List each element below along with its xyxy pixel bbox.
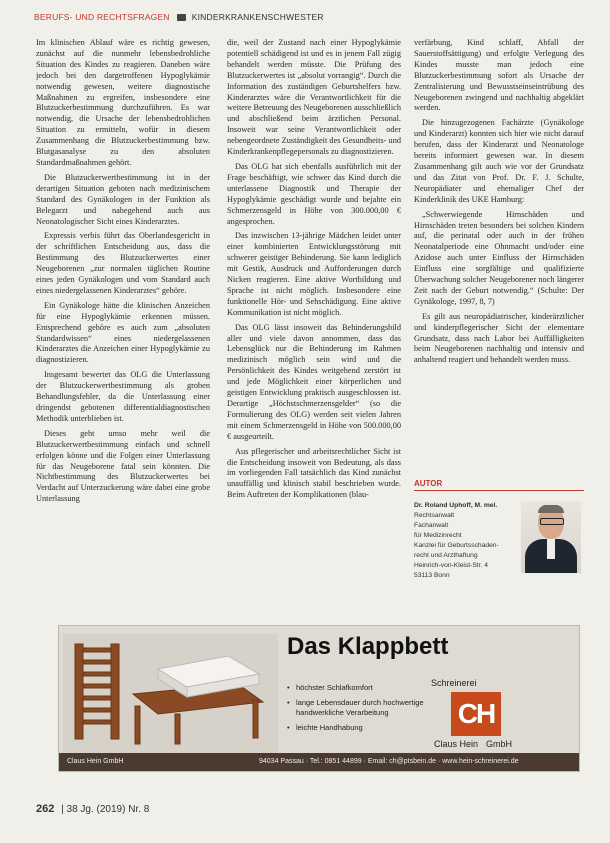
ad-footer-contact[interactable]: 94034 Passau · Tel.: 0851 44899 · Email: ch@ptsbein.de · www.hein-schreinerei.de xyxy=(259,758,519,765)
ch-logo: CH xyxy=(451,692,501,736)
article-column-3 xyxy=(414,38,584,458)
ad-feature: • höchster Schlafkomfort xyxy=(287,683,437,693)
author-line: Heinrich-von-Kleist-Str. 4 xyxy=(414,562,488,569)
page-number: 262 xyxy=(36,803,55,815)
ad-firm-name-text: Claus Hein xyxy=(434,739,479,749)
ad-firm-suffix: GmbH xyxy=(486,739,513,749)
section-icon xyxy=(177,14,186,21)
ad-feature: • leichte Handhabung xyxy=(287,723,437,733)
page-header xyxy=(34,12,584,28)
ad-title: Das Klappbett xyxy=(287,633,449,660)
issue-info: | 38 Jg. (2019) Nr. 8 xyxy=(61,804,150,815)
ad-schreinerei-label: Schreinerei xyxy=(431,678,477,688)
paragraph: Die hinzugezogenen Fachärzte (Gynäkologe und Kinderarzt) konnten sich hier wie nicht darauf berufen, dass der Kinderarzt und Neonatologe bereits informiert gewesen war. In diesem Zusammenhang gilt auch wie vor der Grundsatz und das Zitat von Prof. Dr. F. J. Schulte, Neuropädiater und ehemaliger Chef der Kinderklinik des UKE Hamburg: xyxy=(414,118,584,204)
author-line: Fachanwalt xyxy=(414,522,449,529)
paragraph: „Schwerwiegende Hirnschäden und Hirnschäden treten besonders bei solchen Kindern auf, die perinatal oder auch in der frühen Neonatalperiode eine Ohnmacht und/oder eine Azidose auch unter Einfluss der Hirnschäden Einfluss eine sorgfältige und qualifizierte Überwachung solcher Neugeborener noch längerer Zeit nach der Geburt notwendig.“ (Schulte: Der Gynäkologe, 1997, 8, 7) xyxy=(414,209,584,306)
author-name: Dr. Roland Uphoff, M. mel. xyxy=(414,502,498,509)
paragraph: Das OLG hat sich ebenfalls ausführlich mit der Frage beschäftigt, wie schwer das Kind durch die unterlassene Diagnostik und Therapie der Hypoglykämie geschädigt wurde und bejahte ein Schmerzensgeld in Höhe von 300.000,00 € angesprochen. xyxy=(227,161,401,226)
ad-footer-bar xyxy=(59,753,579,771)
article-column-1 xyxy=(36,38,210,608)
author-line: recht und Arzthaftung xyxy=(414,552,478,559)
paragraph: Expressis verbis führt das Oberlandesgericht in der schriftlichen Entscheidung aus, dass die Bestimmung des Blutzuckerwertes einer Neugeborenen „zur normalen täglichen Routine eines jeden Gynäkologen und vom Standard auch eines niedergelassenen Kinderarztes“ gehöre. xyxy=(36,231,210,295)
paragraph: Ein Gynäkologe hätte die klinischen Anzeichen für eine Hypoglykämie erkennen müssen. Entsprechend gehöre es auch zum „absoluten Standardwissen“ eines niedergelassenen Kinderarztes die Anzeichen einer Hypoglykämie zu diagnostizieren. xyxy=(36,300,210,365)
author-line: 53113 Bonn xyxy=(414,572,450,579)
folding-bed-image xyxy=(63,634,278,754)
paragraph: Die Blutzuckerwertbestimmung ist in der derartigen Situation geboten nach medizinischem Standard des Gynäkologen in der Funktion als Belegarzt und nahegehend auch aus Neonatologischer Sicht eines Kinderarztes. xyxy=(36,172,210,226)
paragraph: Insgesamt bewertet das OLG die Unterlassung der Blutzuckerwertbestimmung als groben Behandlungsfehler, da die Unterlassung einer dringendst gebotenen differentialdiagnostischen Methodik unterblieben ist. xyxy=(36,370,210,423)
author-line: Kanzlei für Geburtsschaden- xyxy=(414,542,499,549)
author-line: Rechtsanwalt xyxy=(414,512,455,519)
author-line: für Medizinrecht xyxy=(414,532,462,539)
section-title: BERUFS- UND RECHTSFRAGEN xyxy=(34,12,170,22)
paragraph: Es gilt aus neuropädiatrischer, kinderärztlicher und kinderpflegerischer Sicht der elementare Grundsatz, dass nach Labor bei Auffälligkeiten beim Neugeborenen nachhaltig und intensiv und anhaltend reagiert und behandelt werden muss. xyxy=(414,311,584,365)
author-label: AUTOR xyxy=(414,479,584,491)
author-box xyxy=(414,479,584,619)
paragraph: Dieses geht umso mehr weil die Blutzuckerwertbestimmung einfach und schnell erfolgen könne und die Folgen einer Unterlassung für das Neugeborene fatal sein könnten. Die Nichtbestimmung des Blutzuckerwertes bei Verdacht auf Unterzuckerung wäre dabei eine grobe Unterlassung xyxy=(36,428,210,504)
paragraph: die, weil der Zustand nach einer Hypoglykämie potentiell schädigend ist und es in jenem Fall zügig behandelt werden müsste. Die Prüfung des Blutzuckerwertes ist „absolut vorrangig“. Durch die Information des zuständigen Geburtshelfers bzw. Kinderarztes wäre die Verantwortlichkeit für die weitere Betreuung des Neugeborenen ausschließlich und abschließend beim ärztlichen Personal. Insoweit war seine Verantwortlichkeit oder nebengeordnete Zuständigkeit des Gesundheits- und Kinderkrankenpflegepersonals zu diagnostizieren. xyxy=(227,38,401,157)
paragraph: verfärbung, Kind schlaff, Abfall der Sauerstoffsättigung) und erfolgte Verlegung des Kindes musste man jedoch eine Blutzuckerbestimmung sofort als Ursache der Zentralisierung und Bewusstseinseintrübung des Neugeborenen zwingend und nachhaltig abgeklärt werden. xyxy=(414,38,584,113)
subsection-title: KINDERKRANKENSCHWESTER xyxy=(191,12,324,22)
paragraph: Das inzwischen 13-jährige Mädchen leidet unter einer kombinierten Entwicklungsstörung mit schwerer geistiger Behinderung. Sie kann lediglich mit Gestik, Ausdruck und Aufforderungen durch Nicken reagieren. Eine aktive Wortbildung und Sprache ist nicht möglich. Insbesondere eine funktionelle Hör- und Sehschädigung. Eine aktive Kommunikation ist nicht möglich. xyxy=(227,231,401,317)
advertisement[interactable] xyxy=(58,625,580,772)
paragraph: Im klinischen Ablauf wäre es richtig gewesen, zunächst auf die nunmehr lebensbedrohliche Situation des Kindes zu reagieren. Daneben wäre jedoch bei den dargetroffenen Hypoglykämie notwendig gewesen, weitere diagnostische Maßnahmen zu ergreifen, insbesondere eine Blutzuckerbestimmung durchzuführen. Es war notwendig, die Ursache der lebensbedrohlichen Situation zu ermitteln, wofür in diesem Zusammenhang die Blutzuckerbestimmung bzw. Blutgasanalyse zu den absoluten Standardmaßnahmen gehört. xyxy=(36,38,210,167)
article-column-2 xyxy=(227,38,401,608)
ad-feature: • lange Lebensdauer durch hochwertige handwerkliche Verarbeitung xyxy=(287,698,437,718)
paragraph: Aus pflegerischer und arbeitsrechtlicher Sicht ist die Entscheidung insoweit von Bedeutung, als dass im vorliegenden Fall tatsächlich das Kind zunächst unauffällig und klinisch stabil beschrieben wurde. Beim Auftreten der Komplikationen (blau- xyxy=(227,446,401,500)
author-info xyxy=(414,501,524,581)
ad-firm-name xyxy=(434,739,512,749)
author-portrait xyxy=(521,501,581,573)
ad-footer-company: Claus Hein GmbH xyxy=(67,758,124,765)
ad-feature-list xyxy=(287,683,437,738)
paragraph: Das OLG lässt insoweit das Behinderungsbild aller und viele davon annommen, dass das Lebensglück nur die Behinderung im Rahmen medizinisch möglich sein wird und die Persönlichkeit des Kindes weitgehend zerstört ist und jede Möglichkeit einer körperlichen und geistigen Entwicklung praktisch ausgeschlossen ist. Derartige „Höchstschmerzensgelder“ (so die Formulierung des OLG) werden seit vielen Jahren mit einem Schmerzensgeld in Höhe von 500.000,00 € ausgeurteilt. xyxy=(227,322,401,441)
page-footer xyxy=(36,803,149,815)
